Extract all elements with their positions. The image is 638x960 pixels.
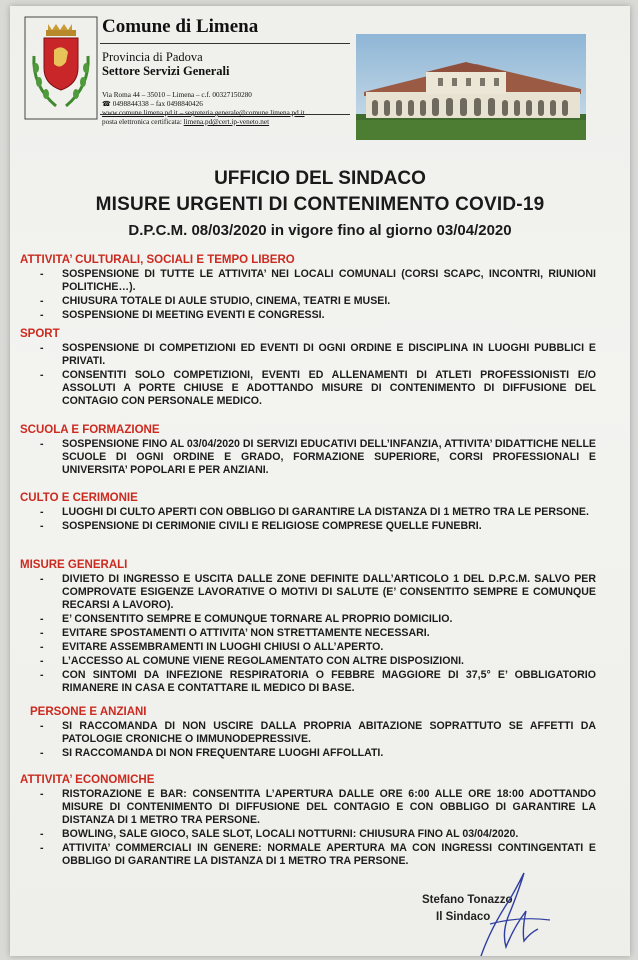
section-heading: PERSONE E ANZIANI bbox=[30, 706, 147, 718]
document-sheet bbox=[10, 6, 630, 956]
municipality-name: Comune di Limena bbox=[102, 16, 259, 37]
department-name: Settore Servizi Generali bbox=[102, 64, 230, 78]
section-sport bbox=[10, 328, 630, 409]
section-heading: ATTIVITA’ ECONOMICHE bbox=[20, 774, 155, 786]
mayor-name: Stefano Tonazzo bbox=[422, 894, 513, 906]
list-item: - E’ CONSENTITO SEMPRE E COMUNQUE TORNARE AL PROPRIO DOMICILIO. bbox=[10, 613, 630, 626]
section-general bbox=[10, 559, 630, 696]
list-item: - SOSPENSIONE DI TUTTE LE ATTIVITA’ NEI LOCALI COMUNALI (CORSI SCAPC, INCONTRI, RIUNIONI POLITICHE…). bbox=[10, 268, 630, 294]
section-economic bbox=[10, 774, 630, 869]
web-email-link[interactable]: www.comune.limena.pd.it – segreteria.generale@comune.limena.pd.it bbox=[102, 109, 305, 117]
list-item: - CHIUSURA TOTALE DI AULE STUDIO, CINEMA, TEATRI E MUSEI. bbox=[10, 295, 630, 308]
list-item: - SOSPENSIONE FINO AL 03/04/2020 DI SERVIZI EDUCATIVI DELL’INFANZIA, ATTIVITA’ DIDATTICHE NELLE SCUOLE DI OGNI ORDINE E GRADO, FORMAZIONE SUPERIORE, CORSI PROFESSIONALI E UNIVERSITA’ POPOLARI E PER ANZIANI. bbox=[10, 438, 630, 477]
list-item: - LUOGHI DI CULTO APERTI CON OBBLIGO DI GARANTIRE LA DISTANZA DI 1 METRO TRA LE PERSONE. bbox=[10, 506, 630, 519]
section-heading: CULTO E CERIMONIE bbox=[20, 492, 138, 504]
address: Via Roma 44 – 35010 – Limena – c.f. 00327150280 bbox=[102, 91, 252, 99]
section-cultural bbox=[10, 254, 630, 323]
province-name: Provincia di Padova bbox=[102, 50, 203, 64]
section-school bbox=[10, 424, 630, 478]
list-item: - CONSENTITI SOLO COMPETIZIONI, EVENTI ED ALLENAMENTI DI ATLETI PROFESSIONISTI E/O ASSOLUTI A PORTE CHIUSE E ADOTTANDO MISURE DI CONTENIMENTO DI DIFFUSIONE DEL CONTAGIO CON PERSONALE MEDICO. bbox=[10, 369, 630, 408]
section-heading: SPORT bbox=[20, 328, 60, 340]
letterhead bbox=[102, 16, 352, 127]
section-heading: ATTIVITA’ CULTURALI, SOCIALI E TEMPO LIBERO bbox=[20, 254, 295, 266]
phone-fax: ☎ 0498844338 – fax 0498840426 bbox=[102, 100, 203, 108]
pec-label: posta elettronica certificata: bbox=[102, 118, 182, 126]
list-item: - CON SINTOMI DA INFEZIONE RESPIRATORIA O FEBBRE MAGGIORE DI 37,5° E’ OBBLIGATORIO RIMANERE IN CASA E CONTATTARE IL MEDICO DI BASE. bbox=[10, 669, 630, 695]
office-title: UFFICIO DEL SINDACO bbox=[214, 168, 426, 189]
municipal-crest-icon bbox=[24, 16, 98, 120]
list-item: - RISTORAZIONE E BAR: CONSENTITA L’APERTURA DALLE ORE 6:00 ALLE ORE 18:00 ADOTTANDO MISURE DI CONTENIMENTO DI DIFFUSIONE DEL CONTAGIO E CON OBBLIGO DI GARANTIRE LA DISTANZA DI 1 METRO TRA PERSONE. bbox=[10, 788, 630, 827]
section-heading: SCUOLA E FORMAZIONE bbox=[20, 424, 160, 436]
list-item: - BOWLING, SALE GIOCO, SALE SLOT, LOCALI NOTTURNI: CHIUSURA FINO AL 03/04/2020. bbox=[10, 828, 630, 841]
list-item: - SOSPENSIONE DI CERIMONIE CIVILI E RELIGIOSE COMPRESE QUELLE FUNEBRI. bbox=[10, 520, 630, 533]
list-item: - SOSPENSIONE DI MEETING EVENTI E CONGRESSI. bbox=[10, 309, 630, 322]
pec-link[interactable]: limena.pd@cert.ip-veneto.net bbox=[183, 118, 270, 126]
list-item: - SI RACCOMANDA DI NON USCIRE DALLA PROPRIA ABITAZIONE SOPRATTUTO SE AFFETTI DA PATOLOGIE CRONICHE O IMMUNODEPRESSIVE. bbox=[10, 720, 630, 746]
handwritten-signature bbox=[440, 864, 580, 956]
list-item: - SI RACCOMANDA DI NON FREQUENTARE LUOGHI AFFOLLATI. bbox=[10, 747, 630, 760]
section-people bbox=[10, 706, 630, 761]
decree-subtitle: D.P.C.M. 08/03/2020 in vigore fino al giorno 03/04/2020 bbox=[128, 222, 512, 239]
villa-photo bbox=[356, 34, 586, 140]
list-item: - EVITARE ASSEMBRAMENTI IN LUOGHI CHIUSI O ALL’APERTO. bbox=[10, 641, 630, 654]
measures-title: MISURE URGENTI DI CONTENIMENTO COVID-19 bbox=[95, 194, 545, 215]
list-item: - L’ACCESSO AL COMUNE VIENE REGOLAMENTATO CON ALTRE DISPOSIZIONI. bbox=[10, 655, 630, 668]
mayor-role: Il Sindaco bbox=[436, 911, 491, 923]
header-divider-top bbox=[100, 43, 350, 44]
section-worship bbox=[10, 492, 630, 534]
list-item: - SOSPENSIONE DI COMPETIZIONI ED EVENTI DI OGNI ORDINE E DISCIPLINA IN LUOGHI PUBBLICI E PRIVATI. bbox=[10, 342, 630, 368]
header-divider-bottom bbox=[100, 114, 350, 115]
section-heading: MISURE GENERALI bbox=[20, 559, 128, 571]
list-item: - ATTIVITA’ COMMERCIALI IN GENERE: NORMALE APERTURA MA CON INGRESSI CONTINGENTATI E OBBLIGO DI GARANTIRE LA DISTANZA DI 1 METRO TRA PERSONE. bbox=[10, 842, 630, 868]
list-item: - EVITARE SPOSTAMENTI O ATTIVITA’ NON STRETTAMENTE NECESSARI. bbox=[10, 627, 630, 640]
list-item: - DIVIETO DI INGRESSO E USCITA DALLE ZONE DEFINITE DALL’ARTICOLO 1 DEL D.P.C.M. SALVO PER COMPROVATE ESIGENZE LAVORATIVE O MOTIVI DI SALUTE (E’ CONSENTITO SEMPRE E COMUNQUE RECARSI A LAVORO). bbox=[10, 573, 630, 612]
